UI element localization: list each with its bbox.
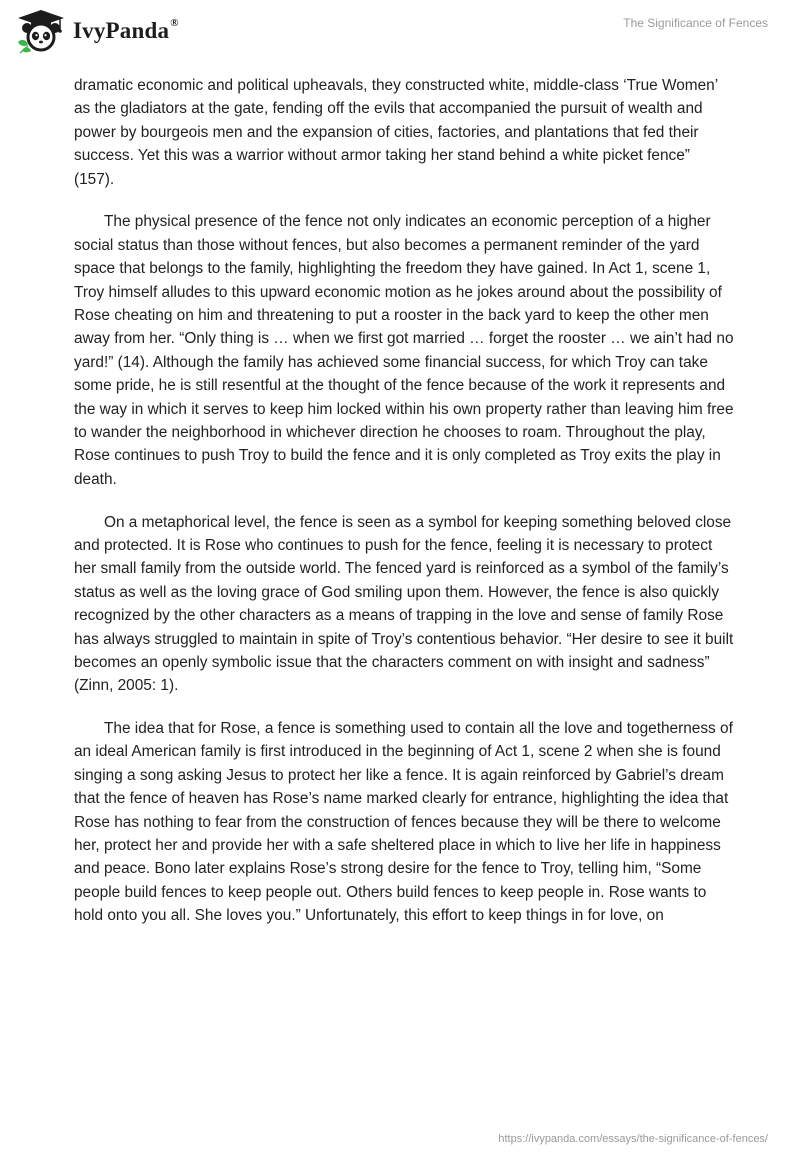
logo-text: IvyPanda® — [73, 17, 179, 43]
page-header — [0, 0, 800, 70]
essay-body — [74, 74, 734, 947]
paragraph-continued: dramatic economic and political upheavals, they constructed white, middle-class ‘True Women’ as the gladiators at the gate, fending off the evils that accompanied the pursuit of wealth and power by bourgeois men and the expansion of cities, factories, and plantations that fed their success. Yet this was a warrior without armor taking her stand behind a white picket fence” (157). — [74, 77, 718, 188]
paragraph: The idea that for Rose, a fence is something used to contain all the love and togetherness of an ideal American family is first introduced in the beginning of Act 1, scene 2 when she is found singing a song asking Jesus to protect her like a fence. It is again reinforced by Gabriel’s dream that the fence of heaven has Rose’s name marked clearly for entrance, highlighting the idea that Rose has nothing to fear from the construction of fences because they will be there to welcome her, protect her and provide her with a safe sheltered place in which to live her life in happiness and peace. Bono later explains Rose’s strong desire for the fence to Troy, telling him, “Some people build fences to keep people out. Others build fences to keep people in. Rose wants to hold onto you all. She loves you.” Unfortunately, this effort to keep things in for love, on — [74, 720, 733, 925]
source-url[interactable]: https://ivypanda.com/essays/the-significance-of-fences/ — [498, 1133, 768, 1145]
paragraph: The physical presence of the fence not only indicates an economic perception of a higher social status than those without fences, but also becomes a permanent reminder of the yard space that belongs to the family, highlighting the freedom they have gained. In Act 1, scene 1, Troy himself alludes to this upward economic motion as he jokes around about the possibility of Rose cheating on him and threatening to put a rooster in the back yard to keep the other men away from her. “Only thing is … when we first got married … forget the rooster … we ain’t had no yard!” (14). Although the family has achieved some financial success, for which Troy can take some pride, he is still resentful at the thought of the fence because of the work it represents and the way in which it serves to keep him locked within his own property rather than leaving him free to wander the neighborhood in whichever direction he chooses to roam. Throughout the play, Rose continues to push Troy to build the fence and it is only completed as Troy exits the play in death. — [74, 213, 734, 488]
document-title: The Significance of Fences — [623, 16, 768, 30]
paragraph: On a metaphorical level, the fence is seen as a symbol for keeping something beloved close and protected. It is Rose who continues to push for the fence, feeling it is necessary to protect her small family from the outside world. The fenced yard is reinforced as a symbol of the family’s status as well as the loving grace of God smiling upon them. However, the fence is also quickly recognized by the other characters as a means of trapping in the love and sense of family Rose has always struggled to maintain in spite of Troy’s contentious behavior. “Her desire to see it built becomes an openly symbolic issue that the characters comment on with insight and sadness” (Zinn, 2005: 1). — [74, 513, 734, 695]
panda-graduate-icon — [14, 8, 68, 54]
ivypanda-logo[interactable] — [14, 8, 179, 54]
